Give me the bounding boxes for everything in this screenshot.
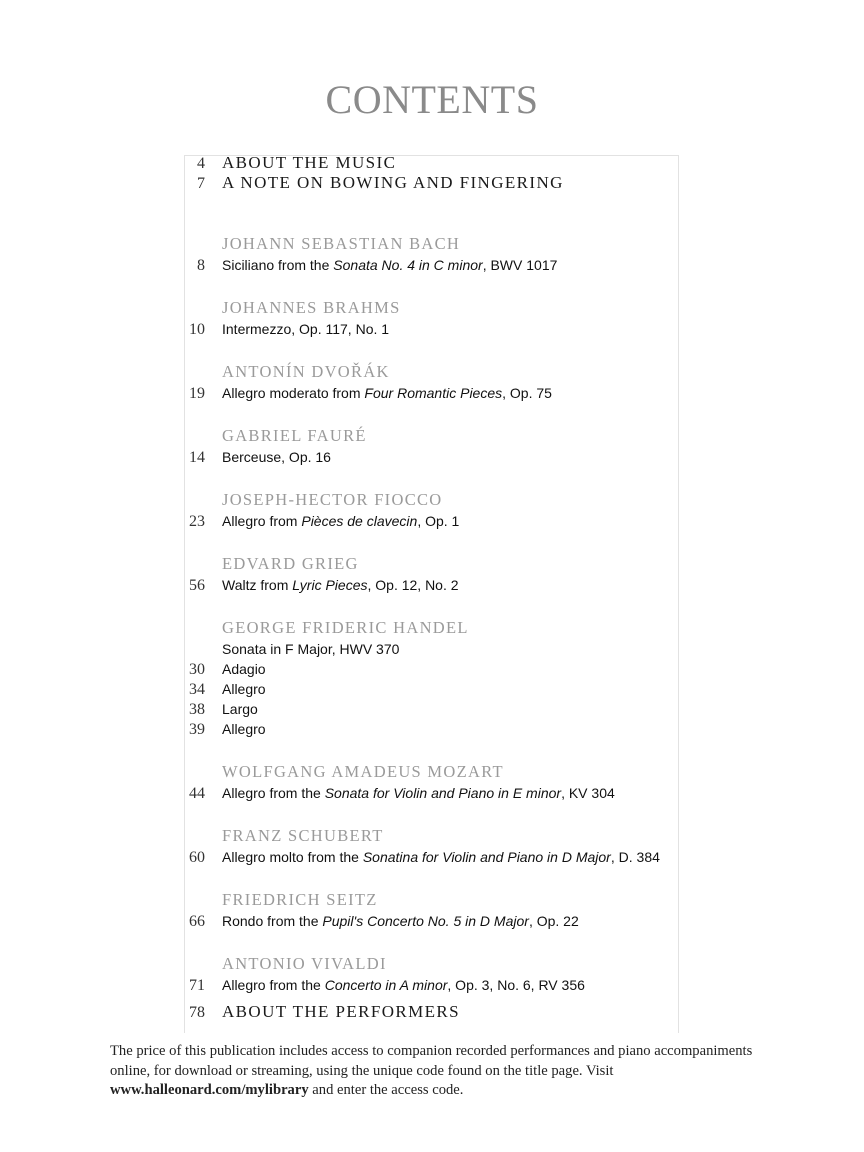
back-heading: ABOUT THE PERFORMERS: [222, 1002, 461, 1021]
piece-text: , Op. 1: [417, 513, 460, 529]
composer-name: WOLFGANG AMADEUS MOZART: [222, 762, 504, 781]
access-note: [110, 1042, 790, 1101]
work-title: Sonatina for Violin and Piano in D Major: [362, 849, 611, 865]
composer-name: JOHANNES BRAHMS: [222, 298, 401, 317]
composer-name: FRIEDRICH SEITZ: [222, 890, 378, 909]
page-number: 44: [189, 785, 205, 802]
piece-text: Intermezzo, Op. 117, No. 1: [222, 321, 390, 337]
piece-text: Allegro from the: [222, 785, 325, 801]
piece-title: [222, 321, 389, 337]
piece-text: , D. 384: [610, 849, 660, 865]
piece-text: Allegro from the: [222, 977, 325, 993]
piece-text: , BWV 1017: [482, 257, 558, 273]
piece-text: Allegro molto from the: [222, 849, 363, 865]
work-title: Concerto in A minor: [324, 977, 448, 993]
piece-title: [222, 513, 459, 529]
page-number: 39: [189, 721, 205, 738]
piece-text: Allegro: [222, 721, 266, 737]
piece-text: Adagio: [222, 661, 266, 677]
piece-text: , KV 304: [561, 785, 615, 801]
work-title: Four Romantic Pieces: [364, 385, 503, 401]
page-number: 34: [189, 681, 205, 698]
piece-title: [222, 449, 331, 465]
page-number: 66: [189, 913, 205, 930]
composer-name: EDVARD GRIEG: [222, 554, 359, 573]
work-title: Lyric Pieces: [292, 577, 368, 593]
piece-title: [222, 913, 579, 929]
piece-title: [222, 849, 660, 865]
page-number: 14: [189, 449, 205, 466]
library-url[interactable]: www.halleonard.com/mylibrary: [110, 1082, 309, 1098]
piece-title: [222, 661, 266, 677]
piece-title: [222, 641, 399, 657]
work-title: Sonata No. 4 in C minor: [333, 257, 483, 273]
note-text-1: The price of this publication includes access to companion recorded performances and piano accompaniments online, for download or streaming, using the unique code found on the title page. Visit: [110, 1043, 753, 1079]
piece-text: Waltz from: [222, 577, 293, 593]
piece-title: [222, 721, 266, 737]
piece-title: [222, 977, 585, 993]
page-number: 4: [197, 155, 205, 172]
piece-text: Allegro from: [222, 513, 302, 529]
piece-title: [222, 577, 459, 593]
page-number: 10: [189, 321, 205, 338]
piece-text: , Op. 12, No. 2: [367, 577, 459, 593]
composer-name: ANTONÍN DVOŘÁK: [222, 362, 390, 381]
page-number: 8: [197, 257, 205, 274]
front-heading: ABOUT THE MUSIC: [222, 153, 397, 172]
piece-text: Siciliano from the: [222, 257, 334, 273]
page-title: CONTENTS: [325, 77, 539, 122]
piece-text: Allegro: [222, 681, 266, 697]
piece-text: Allegro moderato from: [222, 385, 365, 401]
composer-name: JOSEPH-HECTOR FIOCCO: [222, 490, 443, 509]
page-number: 38: [189, 701, 205, 718]
piece-text: Largo: [222, 701, 258, 717]
piece-text: , Op. 75: [502, 385, 552, 401]
page-number: 30: [189, 661, 205, 678]
work-title: Sonata for Violin and Piano in E minor: [324, 785, 562, 801]
piece-title: [222, 681, 266, 697]
work-title: Pièces de clavecin: [301, 513, 418, 529]
page-number: 19: [189, 385, 205, 402]
page-number: 7: [197, 175, 205, 192]
piece-text: , Op. 22: [528, 913, 579, 929]
page-number: 56: [189, 577, 205, 594]
piece-title: [222, 385, 552, 401]
composer-name: ANTONIO VIVALDI: [222, 954, 387, 973]
work-title: Pupil's Concerto No. 5 in D Major: [322, 913, 529, 929]
front-heading: A NOTE ON BOWING AND FINGERING: [222, 173, 564, 192]
piece-title: [222, 785, 615, 801]
piece-text: Sonata in F Major, HWV 370: [222, 641, 400, 657]
composer-name: JOHANN SEBASTIAN BACH: [222, 234, 461, 253]
piece-title: [222, 257, 557, 273]
page-number: 71: [189, 977, 205, 994]
piece-text: Berceuse, Op. 16: [222, 449, 331, 465]
page-number: 23: [189, 513, 205, 530]
note-text-2: and enter the access code.: [308, 1082, 464, 1098]
piece-title: [222, 701, 258, 717]
piece-text: , Op. 3, No. 6, RV 356: [447, 977, 585, 993]
page-number: 78: [189, 1004, 205, 1021]
page-number: 60: [189, 849, 205, 866]
composer-name: GEORGE FRIDERIC HANDEL: [222, 618, 469, 637]
composer-name: GABRIEL FAURÉ: [222, 426, 367, 445]
composer-name: FRANZ SCHUBERT: [222, 826, 384, 845]
piece-text: Rondo from the: [222, 913, 323, 929]
